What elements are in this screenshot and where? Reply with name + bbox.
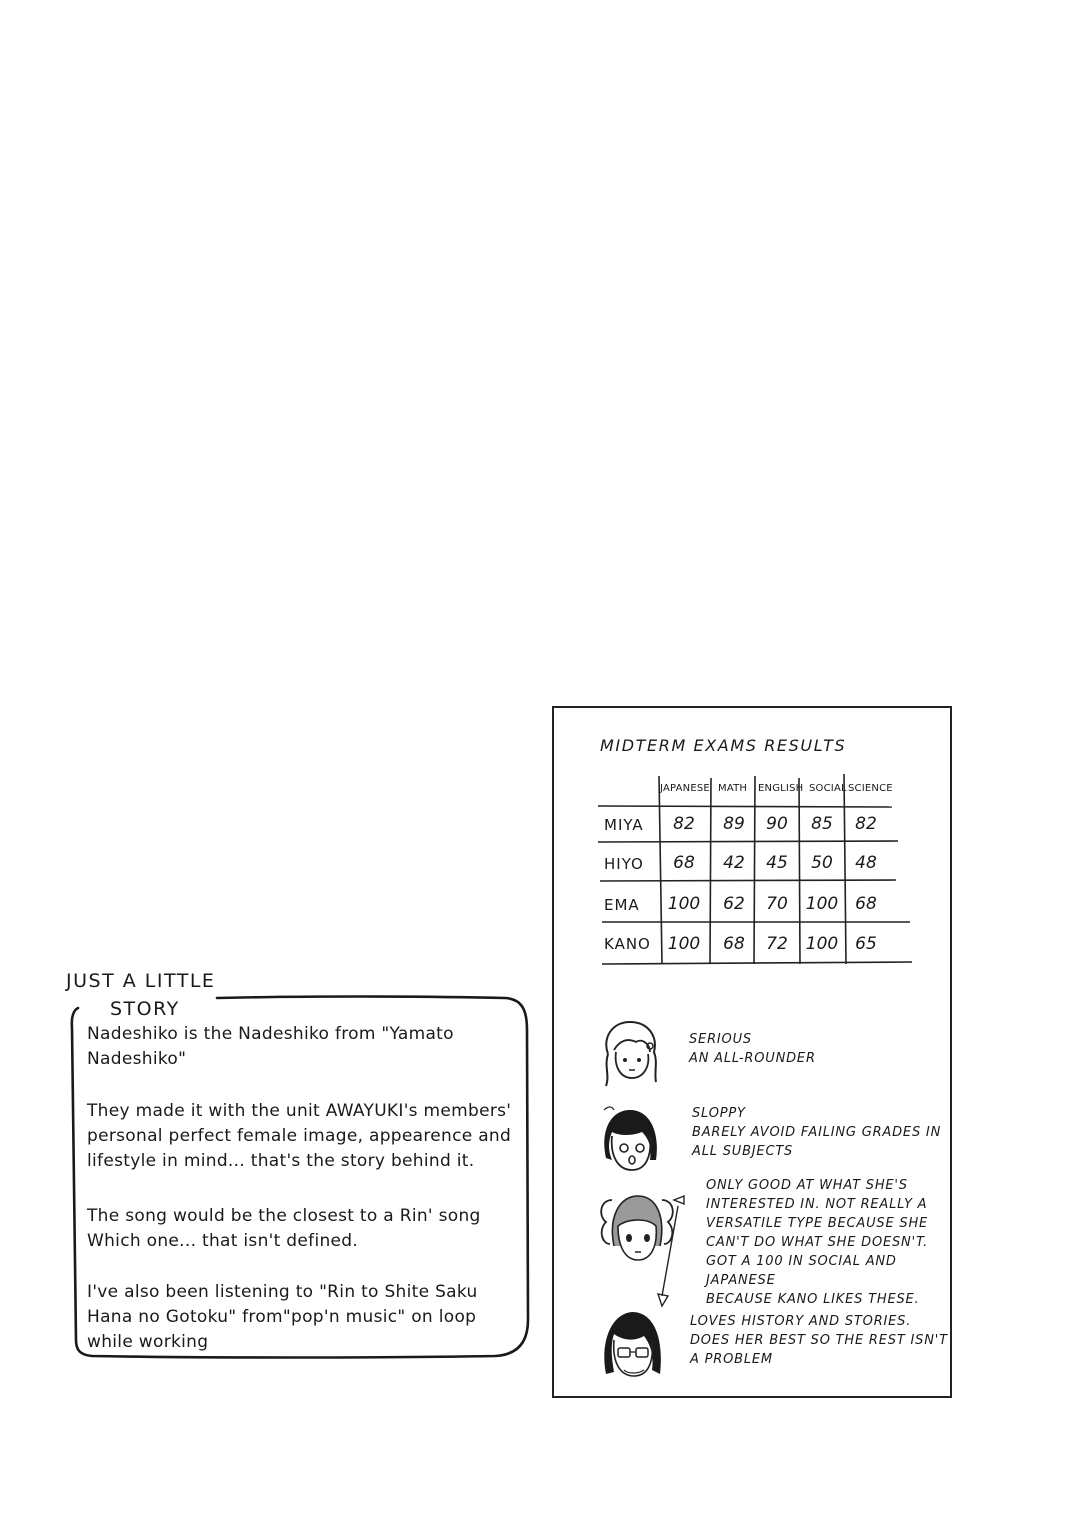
- character-note-3: [706, 1176, 950, 1309]
- bob-hair-girl-icon: [598, 1102, 662, 1178]
- score-cell: 90: [766, 814, 788, 834]
- subject-header-math: MATH: [718, 783, 748, 794]
- story-line: Nadeshiko is the Nadeshiko from "Yamato: [87, 1024, 454, 1044]
- score-cell: 100: [805, 934, 839, 954]
- story-line: Hana no Gotoku" from"pop'n music" on loop: [87, 1307, 477, 1327]
- story-line: while working: [87, 1332, 209, 1352]
- note-line: A PROBLEM: [690, 1352, 773, 1367]
- subject-header-japanese: JAPANESE: [660, 783, 710, 794]
- story-line: The song would be the closest to a Rin' song: [87, 1206, 481, 1226]
- score-cell: 48: [855, 853, 877, 873]
- story-line: lifestyle in mind... that's the story behind it.: [87, 1151, 475, 1171]
- curly-hair-girl-icon: [598, 1016, 662, 1090]
- story-paragraph-3: [87, 1204, 527, 1254]
- score-cell: 85: [811, 814, 833, 834]
- note-line: BARELY AVOID FAILING GRADES IN: [692, 1125, 942, 1140]
- student-name-ema: EMA: [604, 896, 640, 914]
- note-line: DOES HER BEST SO THE REST ISN'T: [690, 1333, 948, 1348]
- note-line: INTERESTED IN. NOT REALLY A: [706, 1197, 928, 1212]
- story-line: personal perfect female image, appearence and: [87, 1126, 512, 1146]
- note-line: CAN'T DO WHAT SHE DOESN'T.: [706, 1235, 929, 1250]
- score-cell: 82: [673, 814, 695, 834]
- story-line: Which one... that isn't defined.: [87, 1231, 359, 1251]
- score-cell: 68: [855, 894, 877, 914]
- score-cell: 89: [723, 814, 745, 834]
- note-line: AN ALL-ROUNDER: [689, 1051, 816, 1066]
- score-cell: 62: [723, 894, 745, 914]
- score-cell: 70: [766, 894, 788, 914]
- score-cell: 68: [673, 853, 695, 873]
- score-cell: 42: [723, 853, 745, 873]
- story-paragraph-4: [87, 1280, 527, 1355]
- student-name-hiyo: HIYO: [604, 855, 644, 873]
- score-cell: 68: [723, 934, 745, 954]
- subject-header-english: ENGLISH: [758, 783, 804, 794]
- subject-header-science: SCIENCE: [848, 783, 893, 794]
- score-cell: 65: [855, 934, 877, 954]
- story-line: They made it with the unit AWAYUKI's members': [87, 1101, 512, 1121]
- score-cell: 72: [766, 934, 788, 954]
- note-line: ONLY GOOD AT WHAT SHE'S: [706, 1178, 908, 1193]
- student-name-miya: MIYA: [604, 816, 644, 834]
- exam-results-panel: [552, 706, 952, 1398]
- glasses-girl-icon: [598, 1304, 668, 1384]
- story-paragraph-2: [87, 1099, 527, 1174]
- story-line: I've also been listening to "Rin to Shite Saku: [87, 1282, 478, 1302]
- story-line: Nadeshiko": [87, 1049, 187, 1069]
- score-cell: 100: [805, 894, 839, 914]
- student-name-kano: KANO: [604, 935, 651, 953]
- character-note-2: [692, 1104, 941, 1161]
- note-line: VERSATILE TYPE BECAUSE SHE: [706, 1216, 929, 1231]
- score-cell: 50: [811, 853, 833, 873]
- story-paragraph-1: [87, 1022, 527, 1072]
- story-title-line-1: JUST A LITTLE: [66, 970, 216, 992]
- subject-header-social: SOCIAL: [809, 783, 847, 794]
- score-cell: 100: [667, 934, 701, 954]
- character-note-4: [690, 1312, 948, 1369]
- note-line: SLOPPY: [692, 1106, 746, 1121]
- character-note-1: [689, 1030, 816, 1068]
- note-line: GOT A 100 IN SOCIAL AND JAPANESE: [706, 1254, 897, 1288]
- score-cell: 82: [855, 814, 877, 834]
- story-title-line-2: STORY: [110, 998, 180, 1020]
- exam-title: MIDTERM EXAMS RESULTS: [600, 736, 847, 755]
- note-line: BECAUSE KANO LIKES THESE.: [706, 1292, 920, 1307]
- score-cell: 45: [766, 853, 788, 873]
- note-line: LOVES HISTORY AND STORIES.: [690, 1314, 912, 1329]
- arrow-connector: [654, 1176, 690, 1310]
- note-line: ALL SUBJECTS: [692, 1144, 794, 1159]
- note-line: SERIOUS: [689, 1032, 752, 1047]
- score-cell: 100: [667, 894, 701, 914]
